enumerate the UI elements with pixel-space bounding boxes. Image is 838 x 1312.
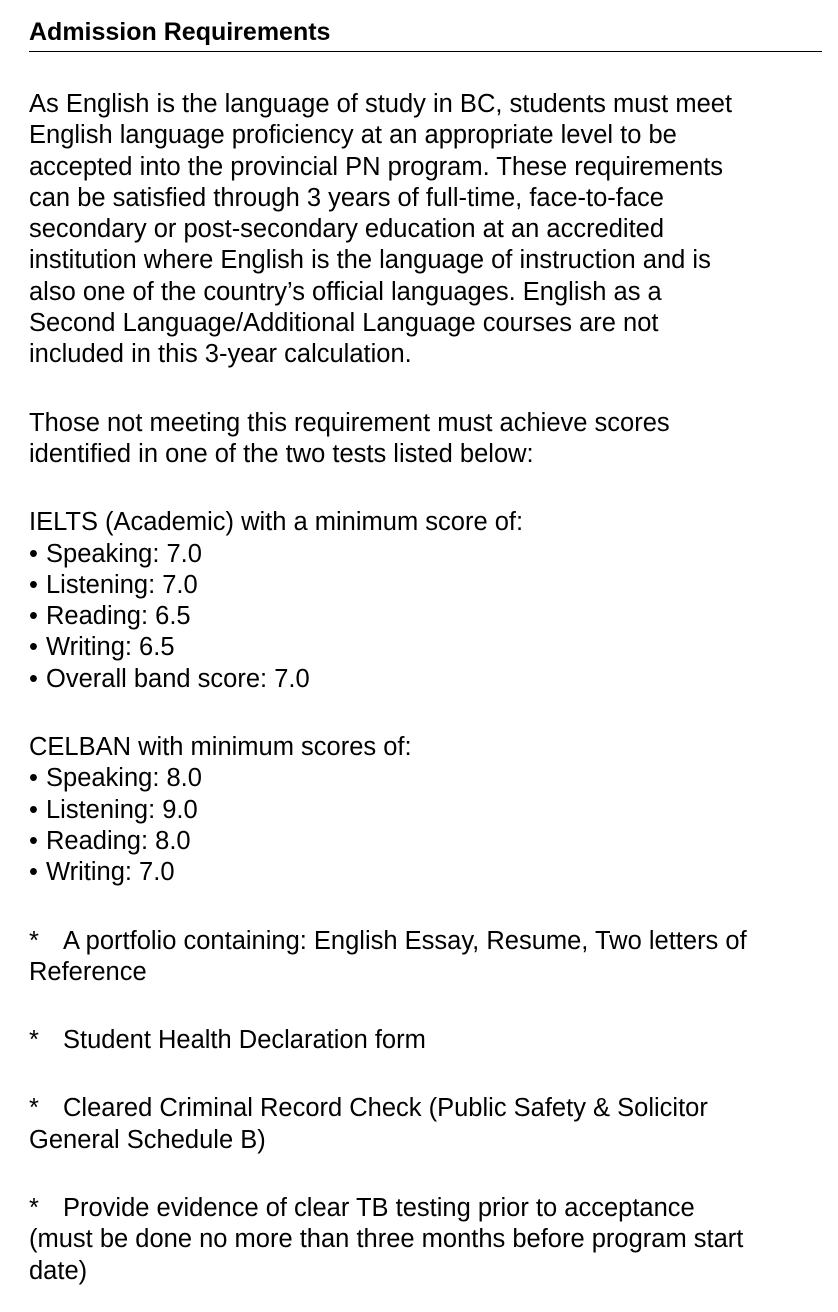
tests-intro-paragraph: [29, 408, 829, 471]
celban-score-item: Writing: 7.0: [46, 858, 175, 887]
asterisk-icon: *: [29, 1094, 39, 1123]
spacer: [29, 470, 829, 507]
spacer: [29, 52, 829, 89]
requirement-text: Student Health Declaration form: [63, 1026, 426, 1055]
requirement-text: (must be done no more than three months before program start: [29, 1225, 744, 1254]
spacer: [29, 371, 829, 408]
requirement-text: A portfolio containing: English Essay, Resume, Two letters of: [63, 926, 747, 955]
asterisk-icon: *: [29, 1194, 39, 1223]
intro-line: included in this 3-year calculation.: [29, 340, 412, 369]
requirement-text: General Schedule B): [29, 1125, 266, 1154]
celban-score-item: Reading: 8.0: [46, 826, 191, 855]
requirement-text: Provide evidence of clear TB testing prior to acceptance: [63, 1194, 695, 1223]
celban-title: CELBAN with minimum scores of:: [29, 733, 412, 762]
intro-line: also one of the country’s official languages. English as a: [29, 277, 662, 306]
document-page: [29, 14, 829, 1287]
intro-line: English language proficiency at an appropriate level to be: [29, 121, 677, 150]
list-item: [29, 826, 829, 857]
bullet-icon: •: [29, 633, 38, 662]
spacer: [29, 1056, 829, 1093]
bullet-icon: •: [29, 764, 38, 793]
list-item: [29, 601, 829, 632]
celban-score-list: [29, 763, 829, 888]
bullet-icon: •: [29, 570, 38, 599]
celban-section: [29, 732, 829, 888]
list-item: [29, 570, 829, 601]
list-item: [29, 632, 829, 663]
requirement-tb-testing: [29, 1193, 829, 1287]
celban-score-item: Listening: 9.0: [46, 795, 198, 824]
ielts-title: IELTS (Academic) with a minimum score of:: [29, 508, 524, 537]
asterisk-icon: *: [29, 1026, 39, 1055]
tests-intro-line: identified in one of the two tests listed below:: [29, 439, 534, 468]
bullet-icon: •: [29, 602, 38, 631]
asterisk-icon: *: [29, 926, 39, 955]
ielts-score-item: Speaking: 7.0: [46, 539, 202, 568]
list-item: [29, 539, 829, 570]
list-item: [29, 857, 829, 888]
ielts-score-item: Listening: 7.0: [46, 570, 198, 599]
bullet-icon: •: [29, 826, 38, 855]
celban-score-item: Speaking: 8.0: [46, 764, 202, 793]
intro-line: institution where English is the language of instruction and is: [29, 246, 711, 275]
spacer: [29, 1156, 829, 1193]
document-body: [29, 52, 829, 1287]
intro-line: accepted into the provincial PN program. These requirements: [29, 152, 724, 181]
page-title: Admission Requirements: [29, 14, 822, 52]
ielts-score-item: Writing: 6.5: [46, 633, 175, 662]
requirement-health-declaration: [29, 1025, 829, 1056]
list-item: [29, 795, 829, 826]
bullet-icon: •: [29, 795, 38, 824]
intro-line: secondary or post-secondary education at an accredited: [29, 215, 665, 244]
list-item: [29, 763, 829, 794]
intro-line: Second Language/Additional Language courses are not: [29, 309, 659, 338]
spacer: [29, 988, 829, 1025]
ielts-score-item: Reading: 6.5: [46, 602, 191, 631]
requirement-portfolio: [29, 926, 829, 989]
requirement-text: Reference: [29, 957, 147, 986]
bullet-icon: •: [29, 858, 38, 887]
intro-line: As English is the language of study in BC, students must meet: [29, 90, 733, 118]
bullet-icon: •: [29, 664, 38, 693]
list-item: [29, 664, 829, 695]
tests-intro-line: Those not meeting this requirement must achieve scores: [29, 408, 670, 437]
intro-line: can be satisfied through 3 years of full-time, face-to-face: [29, 183, 664, 212]
ielts-score-list: [29, 539, 829, 695]
bullet-icon: •: [29, 539, 38, 568]
ielts-score-item: Overall band score: 7.0: [46, 664, 310, 693]
requirement-text: date): [29, 1256, 88, 1285]
requirement-criminal-record-check: [29, 1093, 829, 1156]
spacer: [29, 695, 829, 732]
intro-paragraph: [29, 89, 829, 371]
requirement-text: Cleared Criminal Record Check (Public Safety & Solicitor: [63, 1094, 708, 1123]
spacer: [29, 889, 829, 926]
ielts-section: [29, 507, 829, 695]
